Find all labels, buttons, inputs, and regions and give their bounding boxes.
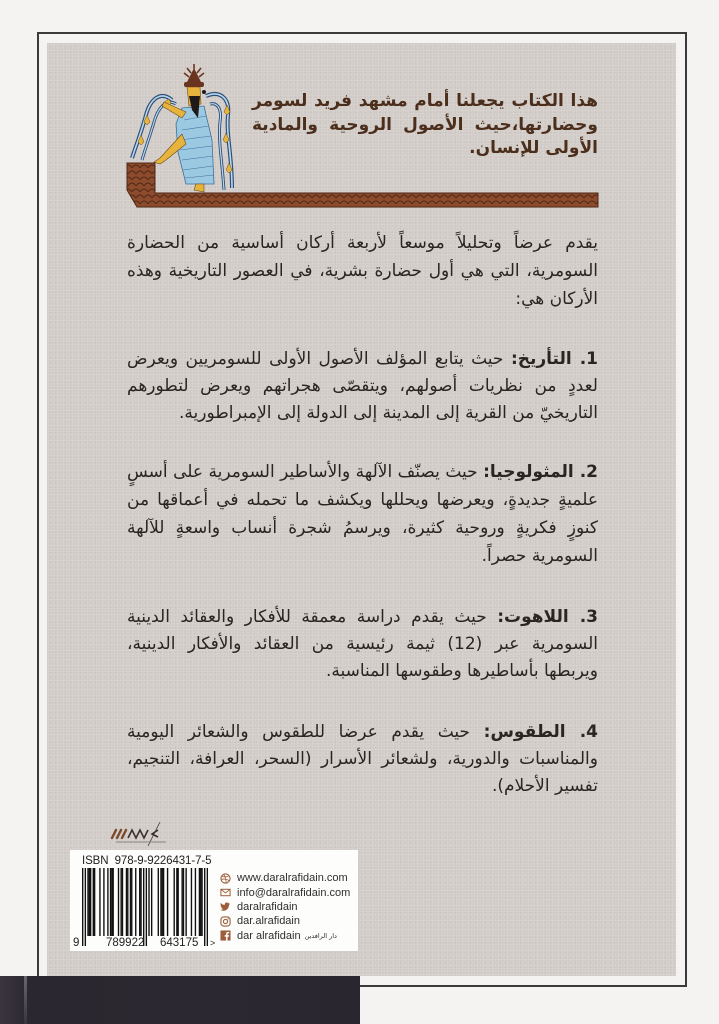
barcode-first-digit: 9	[73, 937, 80, 949]
twitter-icon	[220, 901, 231, 912]
intro-line: السومرية، التي هي أول حضارة بشرية، في العصور التاريخية وهذه	[127, 261, 598, 281]
item-line: كنوزٍ فكريةٍ وروحية كثيرة، ويرسمُ شجرة أنساب واسعةٍ للآلهة	[127, 518, 598, 538]
item-heading: 4. الطقوس:	[483, 722, 599, 742]
item-text: حيث يقدم عرضا للطقوس والشعائر اليومية	[127, 722, 471, 742]
item-line: ويربطها بأساطيرها وطقوسها المناسبة.	[325, 661, 598, 681]
item-line: علميةٍ جديدةٍ، ويعرضها ويحللها ويكشف ما تحمله في أعماقها من	[127, 490, 598, 510]
item-history	[127, 346, 598, 427]
horned-crown	[184, 64, 204, 87]
header-line: هذا الكتاب يجعلنا أمام مشهد فريد لسومر	[252, 91, 598, 111]
facebook-icon	[220, 930, 231, 941]
intro-line: يقدم عرضاً وتحليلاً موسعاً لأربعة أركان أساسية من الحضارة	[127, 233, 598, 253]
contact-email	[220, 885, 350, 899]
item-line: والمناسبات والدورية، ولشعائر الأسرار (السحر، العرافة، التنجيم،	[127, 749, 598, 769]
item-line	[127, 346, 598, 373]
contact-facebook	[220, 929, 350, 943]
contact-twitter	[220, 900, 350, 914]
item-line: السومرية حصراً.	[481, 546, 598, 566]
book-spine-edge	[24, 976, 27, 1024]
intro-line: الأركان هي:	[515, 289, 598, 309]
contact-arabic-name: دار الرافدين	[304, 931, 337, 940]
contact-website	[220, 871, 350, 885]
contact-text: info@daralrafidain.com	[237, 886, 351, 899]
item-line: تفسير الأحلام).	[491, 776, 598, 796]
item-text: حيث يصنّف الآلهة والأساطير السومرية على أسسٍ	[127, 462, 478, 482]
intro-paragraph	[127, 229, 598, 313]
item-rituals	[127, 719, 598, 800]
globe-icon	[220, 873, 231, 884]
contact-text: www.daralrafidain.com	[237, 872, 348, 885]
contact-text: daralrafidain	[237, 900, 298, 913]
item-line	[127, 604, 598, 631]
item-heading: 2. المثولوجيا:	[483, 462, 598, 482]
item-text: حيث يتابع المؤلف الأصول الأولى للسومريين ويعرض	[127, 349, 504, 369]
header-line: وحضارتها،حيث الأصول الروحية والمادية	[252, 114, 598, 135]
header-blurb	[252, 90, 598, 161]
instagram-icon	[220, 916, 231, 927]
item-text: حيث يقدم دراسة معمقة للأفكار والعقائد الدينية	[127, 607, 487, 627]
item-line	[127, 719, 598, 746]
envelope-icon	[220, 887, 231, 898]
contact-text: dar alrafidain	[237, 929, 301, 942]
item-heading: 1. التأريخ:	[510, 349, 599, 369]
contact-list	[220, 871, 350, 943]
barcode-quiet-marker: >	[210, 938, 216, 948]
item-mythology	[127, 458, 598, 570]
item-heading: 3. اللاهوت:	[497, 607, 598, 627]
contact-instagram	[220, 914, 350, 928]
contact-text: dar.alrafidain	[237, 915, 300, 928]
item-line: لعددٍ من نظريات أصولهم، ويتقصّى هجراتهم ويعرض لتطورهم	[127, 376, 598, 396]
isbn-label	[70, 850, 358, 951]
barcode	[82, 868, 208, 948]
designer-logo	[108, 820, 180, 848]
item-theology	[127, 604, 598, 685]
item-line	[127, 458, 598, 486]
item-line: السومرية عبر (12) ثيمة رئيسية من العقائد والأفكار الدينية،	[127, 634, 598, 654]
scan-background-edge	[0, 976, 360, 1024]
isbn-number: ISBN 978-9-9226431-7-5	[82, 855, 212, 867]
item-line: التاريخيّ من القرية إلى المدينة إلى الدولة إلى الإمبراطورية.	[178, 403, 598, 423]
header-line: الأولى للإنسان.	[469, 138, 598, 158]
barcode-right-digits: 643175	[160, 937, 199, 949]
barcode-left-digits: 789922	[106, 937, 145, 949]
